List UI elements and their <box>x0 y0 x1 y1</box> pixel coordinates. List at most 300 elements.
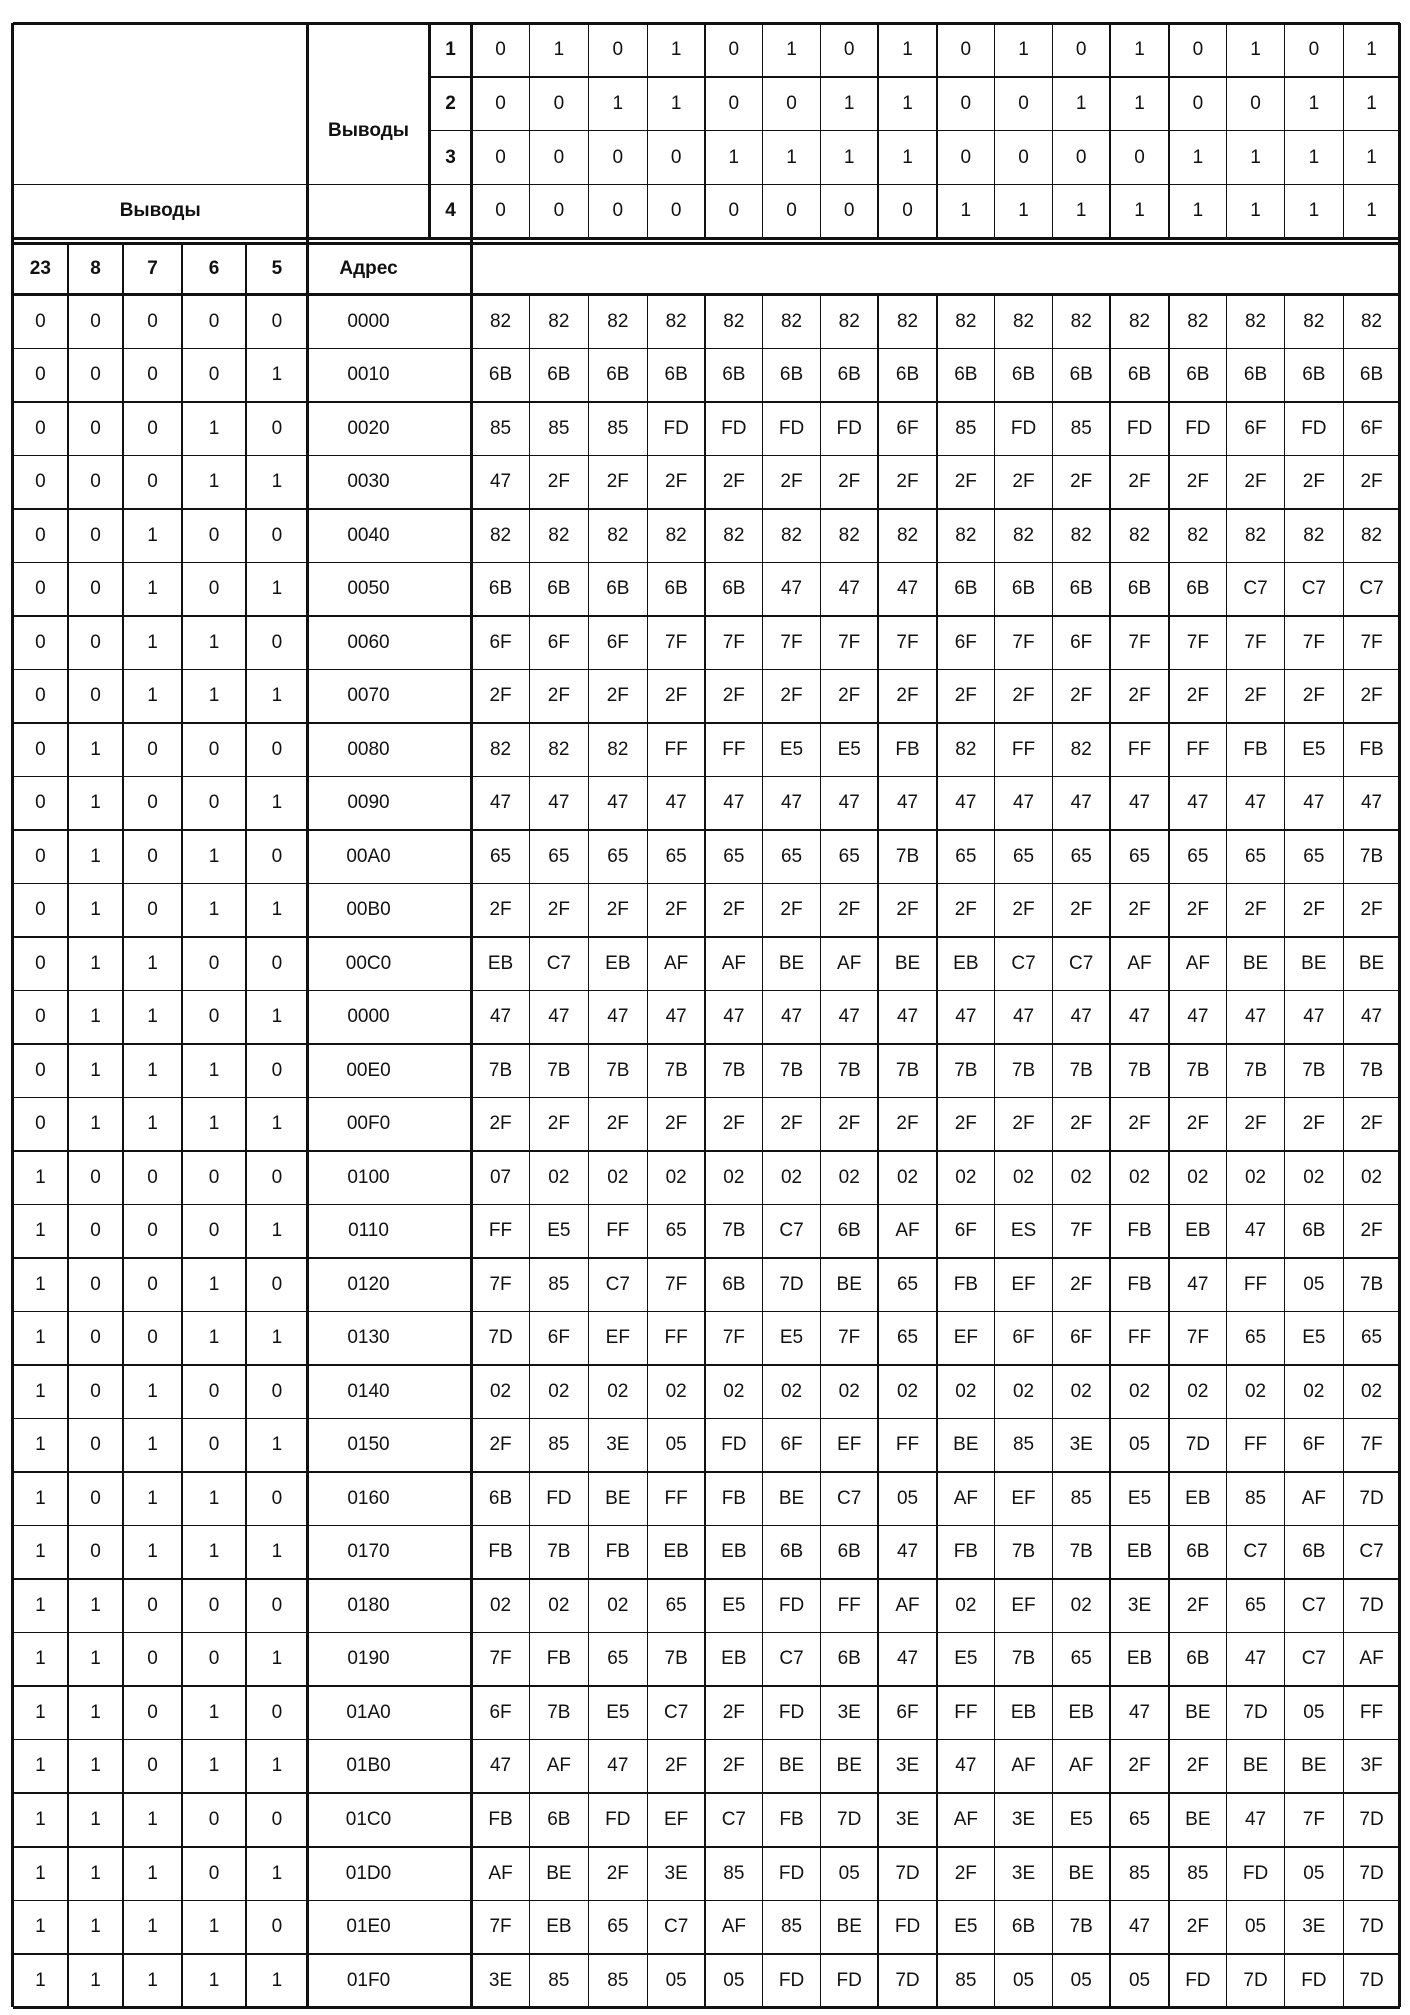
address-bit: 0 <box>90 524 101 546</box>
pin-state-bit: 0 <box>1134 146 1145 168</box>
data-byte: 6F <box>780 1434 803 1456</box>
data-byte: 05 <box>1303 1862 1325 1884</box>
address-bit: 0 <box>90 1273 101 1295</box>
data-byte: 47 <box>896 1648 919 1670</box>
data-byte: ES <box>1010 1220 1037 1242</box>
address-value: 0110 <box>348 1220 389 1242</box>
data-byte: FF <box>1127 1327 1152 1349</box>
data-byte: 2F <box>489 1113 512 1135</box>
address-value: 0020 <box>347 417 390 439</box>
data-byte: 2F <box>489 685 512 707</box>
data-byte: 82 <box>838 524 860 546</box>
pin-state-bit: 0 <box>495 146 506 168</box>
data-byte: 05 <box>1303 1701 1325 1723</box>
address-bit: 1 <box>90 1969 101 1991</box>
data-byte: 6B <box>837 1648 861 1670</box>
data-byte: 2F <box>1186 685 1209 707</box>
address-value: 00A0 <box>346 845 391 867</box>
address-bit: 1 <box>271 792 283 814</box>
data-byte: FD <box>721 417 747 439</box>
data-byte: 82 <box>780 310 803 332</box>
data-byte: FB <box>1127 1273 1152 1295</box>
data-byte: 2F <box>1302 899 1325 921</box>
data-byte: AF <box>1127 952 1152 974</box>
data-byte: 47 <box>838 792 860 814</box>
address-bit: 1 <box>147 1487 158 1509</box>
data-byte: FD <box>546 1487 572 1509</box>
data-byte: 3E <box>1302 1916 1326 1938</box>
data-byte: 7D <box>1359 1487 1384 1509</box>
data-byte: 47 <box>955 1755 977 1777</box>
data-byte: 7B <box>1302 1059 1326 1081</box>
data-byte: FF <box>488 1220 513 1242</box>
address-bit: 1 <box>208 1113 220 1135</box>
data-byte: BE <box>894 952 921 974</box>
grid-line <box>13 1685 1400 1687</box>
pin-state-bit: 1 <box>786 38 797 60</box>
address-bit: 0 <box>271 1059 283 1081</box>
data-byte: EB <box>721 1541 747 1563</box>
pin-state-bit: 0 <box>1192 38 1204 60</box>
data-byte: 6B <box>837 364 861 386</box>
data-byte: 7B <box>1069 1059 1093 1081</box>
address-bit: 0 <box>90 471 101 493</box>
data-byte: 47 <box>1070 792 1092 814</box>
data-byte: 7F <box>1070 1220 1093 1242</box>
grid-line <box>13 1846 1400 1848</box>
address-bit: 1 <box>271 685 283 707</box>
pin-state-bit: 1 <box>1018 38 1029 60</box>
data-byte: FD <box>778 1701 805 1723</box>
grid-line <box>1226 295 1228 2007</box>
address-bit: 0 <box>35 845 46 867</box>
grid-line <box>13 1792 1400 1794</box>
data-byte: 05 <box>1128 1434 1151 1456</box>
data-byte: 7B <box>1011 1059 1036 1081</box>
data-byte: 65 <box>1070 845 1092 867</box>
data-byte: 7F <box>1012 631 1035 653</box>
data-byte: 7F <box>1302 631 1325 653</box>
address-bit: 1 <box>208 417 220 439</box>
address-bit: 0 <box>208 1166 220 1188</box>
data-byte: EB <box>721 1648 747 1670</box>
address-bit: 1 <box>35 1166 46 1188</box>
data-byte: 3E <box>606 1434 630 1456</box>
data-byte: 2F <box>780 685 803 707</box>
data-byte: 47 <box>1187 1273 1209 1295</box>
data-byte: 7B <box>1069 1541 1093 1563</box>
address-bit: 1 <box>90 899 101 921</box>
pin-state-bit: 1 <box>902 92 913 114</box>
data-byte: 82 <box>1070 738 1092 760</box>
data-byte: 85 <box>489 417 512 439</box>
address-bit: 1 <box>271 899 283 921</box>
address-bit: 0 <box>35 524 46 546</box>
data-byte: 7F <box>1360 1434 1383 1456</box>
data-byte: AF <box>1011 1755 1036 1777</box>
pin-number: 2 <box>445 92 456 114</box>
data-byte: 7F <box>1360 631 1383 653</box>
data-byte: FB <box>1127 1220 1152 1242</box>
data-byte: FF <box>837 1594 861 1616</box>
data-byte: 02 <box>665 1166 687 1188</box>
address-bit: 0 <box>271 738 283 760</box>
pin-state-bit: 0 <box>612 146 624 168</box>
grid-line <box>11 23 14 2007</box>
address-bit: 1 <box>147 1006 158 1028</box>
data-byte: FB <box>488 1541 513 1563</box>
grid-line <box>1226 23 1228 238</box>
data-byte: 82 <box>1244 524 1267 546</box>
data-byte: 3E <box>1011 1808 1036 1830</box>
data-byte: 7F <box>838 631 861 653</box>
data-byte: 7B <box>722 1220 746 1242</box>
grid-line <box>470 23 473 2007</box>
address-value: 0080 <box>347 738 390 760</box>
data-byte: 02 <box>1070 1166 1092 1188</box>
data-byte: 82 <box>1303 524 1325 546</box>
data-byte: 2F <box>547 899 570 921</box>
address-value: 00E0 <box>346 1059 391 1081</box>
pin-state-bit: 0 <box>786 200 797 222</box>
address-bit: 0 <box>147 1648 158 1670</box>
address-bit: 0 <box>90 1327 101 1349</box>
data-byte: 65 <box>1360 1327 1383 1349</box>
data-byte: BE <box>1068 1862 1094 1884</box>
address-bit: 1 <box>271 1220 283 1242</box>
data-byte: 47 <box>1012 1006 1035 1028</box>
address-bit: 1 <box>90 1648 101 1670</box>
data-byte: BE <box>778 1487 805 1509</box>
grid-line <box>13 237 1400 240</box>
data-byte: 02 <box>607 1380 629 1402</box>
data-byte: 2F <box>896 685 919 707</box>
data-byte: 47 <box>1012 792 1035 814</box>
data-byte: 6F <box>954 1220 977 1242</box>
address-bit: 1 <box>271 1327 283 1349</box>
data-byte: AF <box>721 1916 746 1938</box>
grid-line <box>13 990 1400 992</box>
data-byte: 7F <box>1302 1808 1325 1830</box>
data-byte: 2F <box>780 471 803 493</box>
data-byte: 2F <box>722 1701 745 1723</box>
pin-state-bit: 1 <box>1308 200 1320 222</box>
pin-state-bit: 0 <box>553 146 565 168</box>
data-byte: 6B <box>547 1808 571 1830</box>
data-byte: 82 <box>1012 310 1035 332</box>
data-byte: 47 <box>1128 792 1151 814</box>
address-bit: 1 <box>147 1380 158 1402</box>
data-byte: 02 <box>723 1380 745 1402</box>
pin-state-bit: 0 <box>553 92 565 114</box>
data-byte: 05 <box>1128 1969 1151 1991</box>
data-byte: 85 <box>548 417 570 439</box>
data-byte: 02 <box>1303 1166 1325 1188</box>
pin-state-bit: 0 <box>495 38 506 60</box>
data-byte: 85 <box>548 1273 570 1295</box>
data-byte: 7B <box>779 1059 804 1081</box>
grid-line <box>13 401 1400 403</box>
data-byte: 2F <box>1128 1755 1151 1777</box>
data-byte: 2F <box>838 1113 861 1135</box>
data-byte: 65 <box>665 1594 687 1616</box>
pin-state-bit: 1 <box>670 92 682 114</box>
data-byte: 47 <box>1303 1006 1325 1028</box>
data-byte: 6B <box>1011 578 1036 600</box>
data-byte: 65 <box>780 845 803 867</box>
data-byte: BE <box>1301 1755 1327 1777</box>
data-byte: 2F <box>896 471 919 493</box>
address-value: 0170 <box>347 1541 390 1563</box>
data-byte: 82 <box>1187 310 1209 332</box>
data-byte: 02 <box>1012 1166 1035 1188</box>
data-byte: 7D <box>895 1862 920 1884</box>
data-byte: 6B <box>606 364 630 386</box>
data-byte: 2F <box>1186 471 1209 493</box>
address-bit: 1 <box>208 1701 220 1723</box>
grid-line <box>588 295 590 2007</box>
data-byte: 02 <box>1360 1380 1383 1402</box>
data-byte: 47 <box>607 1006 629 1028</box>
address-bit: 0 <box>147 1166 158 1188</box>
grid-line <box>13 1739 1400 1741</box>
data-byte: E5 <box>779 1327 804 1349</box>
address-pin-header: 6 <box>208 258 220 280</box>
data-byte: 05 <box>723 1969 745 1991</box>
pin-state-bit: 0 <box>1018 92 1029 114</box>
data-byte: 6B <box>837 1220 861 1242</box>
pin-state-bit: 1 <box>1250 200 1261 222</box>
data-byte: 2F <box>954 471 977 493</box>
data-byte: 2F <box>838 685 861 707</box>
address-bit: 0 <box>271 1808 283 1830</box>
data-byte: 7D <box>488 1327 513 1349</box>
data-byte: AF <box>488 1862 513 1884</box>
data-byte: FD <box>1301 1969 1327 1991</box>
address-bit: 1 <box>90 1808 101 1830</box>
data-byte: 02 <box>548 1166 570 1188</box>
address-value: 01F0 <box>346 1969 391 1991</box>
address-bit: 0 <box>208 792 220 814</box>
data-byte: 7F <box>780 631 803 653</box>
address-bit: 0 <box>271 310 283 332</box>
address-value: 01D0 <box>345 1862 392 1884</box>
address-bit: 0 <box>147 310 158 332</box>
data-byte: 82 <box>607 738 629 760</box>
data-byte: 02 <box>1070 1594 1092 1616</box>
data-byte: 6B <box>1359 364 1384 386</box>
pin-state-bit: 1 <box>1134 92 1145 114</box>
grid-line <box>13 1525 1400 1527</box>
data-byte: EB <box>1185 1220 1211 1242</box>
address-bit: 1 <box>208 685 220 707</box>
data-byte: 6B <box>547 364 571 386</box>
address-bit: 1 <box>271 1969 283 1991</box>
data-byte: 05 <box>1244 1916 1267 1938</box>
address-bit: 1 <box>147 1916 158 1938</box>
data-byte: 7F <box>1244 631 1267 653</box>
grid-line <box>13 1257 1400 1259</box>
data-byte: 6B <box>1302 364 1326 386</box>
grid-line <box>647 295 649 2007</box>
data-byte: FB <box>895 738 920 760</box>
data-byte: 2F <box>665 471 688 493</box>
address-bit: 0 <box>90 578 101 600</box>
pin-state-bit: 0 <box>670 146 682 168</box>
address-bit: 0 <box>147 1220 158 1242</box>
address-bit: 1 <box>208 1327 220 1349</box>
data-byte: 47 <box>1187 792 1209 814</box>
address-bit: 1 <box>271 1862 283 1884</box>
grid-line <box>429 184 1399 186</box>
data-byte: 7F <box>722 1327 745 1349</box>
grid-line <box>13 722 1400 724</box>
data-byte: 6B <box>1186 1541 1210 1563</box>
address-bit: 0 <box>208 1434 220 1456</box>
data-byte: EF <box>664 1808 689 1830</box>
address-label: Адрес <box>339 258 398 280</box>
data-byte: 02 <box>1128 1166 1151 1188</box>
data-byte: FB <box>1243 738 1268 760</box>
data-byte: FB <box>953 1273 978 1295</box>
address-bit: 0 <box>208 364 220 386</box>
address-bit: 0 <box>35 792 46 814</box>
data-byte: EB <box>953 952 979 974</box>
pin-state-bit: 0 <box>612 38 624 60</box>
grid-line <box>13 455 1400 457</box>
data-byte: 6F <box>896 1701 919 1723</box>
data-byte: C7 <box>779 1220 804 1242</box>
address-bit: 1 <box>35 1220 46 1242</box>
data-byte: 2F <box>1302 471 1325 493</box>
data-byte: 2F <box>838 899 861 921</box>
data-byte: 02 <box>489 1594 512 1616</box>
data-byte: 82 <box>607 310 629 332</box>
address-bit: 1 <box>90 1113 101 1135</box>
data-byte: 2F <box>954 1862 977 1884</box>
data-byte: 7B <box>895 845 920 867</box>
data-byte: 6F <box>1070 1327 1093 1349</box>
grid-line <box>13 1632 1400 1634</box>
data-byte: 65 <box>896 1273 919 1295</box>
data-byte: BE <box>1242 952 1269 974</box>
address-bit: 1 <box>90 1594 101 1616</box>
address-bit: 1 <box>35 1755 46 1777</box>
data-byte: 6F <box>954 631 977 653</box>
data-byte: 02 <box>955 1380 977 1402</box>
data-byte: FD <box>778 1862 805 1884</box>
address-value: 00C0 <box>345 952 392 974</box>
data-byte: 02 <box>548 1594 570 1616</box>
address-bit: 0 <box>271 1487 283 1509</box>
data-byte: 7D <box>1185 1434 1210 1456</box>
grid-line <box>429 130 1399 132</box>
grid-line <box>647 23 649 238</box>
address-bit: 0 <box>90 685 101 707</box>
pin-state-bit: 0 <box>495 200 506 222</box>
data-byte: 7B <box>547 1059 571 1081</box>
data-byte: 7D <box>1359 1808 1384 1830</box>
data-byte: 47 <box>780 1006 803 1028</box>
data-byte: 3E <box>1069 1434 1093 1456</box>
grid-line <box>13 348 1400 350</box>
grid-line <box>13 829 1400 831</box>
data-byte: AF <box>546 1755 571 1777</box>
data-byte: EF <box>1011 1273 1036 1295</box>
data-byte: 82 <box>723 524 745 546</box>
address-bit: 0 <box>35 471 46 493</box>
data-byte: 82 <box>548 310 570 332</box>
data-byte: 7B <box>954 1059 978 1081</box>
data-byte: 02 <box>1360 1166 1383 1188</box>
data-byte: 7D <box>1243 1969 1268 1991</box>
pin-state-bit: 1 <box>612 92 624 114</box>
pin-state-bit: 0 <box>1018 146 1029 168</box>
data-byte: C7 <box>605 1273 630 1295</box>
data-byte: 7B <box>837 1059 861 1081</box>
data-byte: 6B <box>954 364 978 386</box>
address-bit: 1 <box>147 952 158 974</box>
data-byte: 6B <box>1127 578 1152 600</box>
grid-line <box>13 508 1400 510</box>
data-byte: FB <box>546 1648 571 1670</box>
data-byte: AF <box>953 1808 978 1830</box>
address-bit: 1 <box>35 1916 46 1938</box>
address-bit: 1 <box>208 1916 220 1938</box>
address-bit: 0 <box>208 952 220 974</box>
data-byte: 65 <box>1070 1648 1092 1670</box>
data-byte: 6F <box>547 1327 570 1349</box>
data-byte: 85 <box>1187 1862 1209 1884</box>
data-byte: 6B <box>1302 1220 1326 1242</box>
pin-state-bit: 1 <box>843 92 855 114</box>
address-bit: 1 <box>90 792 101 814</box>
address-bit: 1 <box>35 1862 46 1884</box>
data-byte: 82 <box>896 310 919 332</box>
data-byte: 65 <box>955 845 977 867</box>
grid-line <box>13 184 430 186</box>
address-bit: 1 <box>35 1327 46 1349</box>
address-bit: 0 <box>147 1701 158 1723</box>
data-byte: EB <box>546 1916 572 1938</box>
address-bit: 0 <box>90 1434 101 1456</box>
data-byte: 82 <box>489 738 512 760</box>
address-value: 00B0 <box>346 899 391 921</box>
data-byte: 47 <box>489 471 512 493</box>
data-byte: 3E <box>1011 1862 1036 1884</box>
address-bit: 1 <box>35 1273 46 1295</box>
address-bit: 1 <box>271 1113 283 1135</box>
data-byte: 6B <box>779 1541 804 1563</box>
data-byte: 6B <box>1186 578 1210 600</box>
address-bit: 1 <box>271 578 283 600</box>
data-byte: 6B <box>606 578 630 600</box>
data-byte: EB <box>1010 1701 1037 1723</box>
data-byte: 3F <box>1360 1755 1383 1777</box>
data-byte: 2F <box>1186 1916 1209 1938</box>
data-byte: 65 <box>1244 1594 1267 1616</box>
pin-state-bit: 0 <box>960 146 972 168</box>
data-byte: 2F <box>606 471 629 493</box>
address-bit: 0 <box>90 310 101 332</box>
data-byte: 2F <box>606 899 629 921</box>
data-byte: FD <box>605 1808 631 1830</box>
data-byte: 65 <box>607 845 629 867</box>
grid-line <box>1398 23 1401 2007</box>
data-byte: FF <box>1243 1434 1268 1456</box>
data-byte: 2F <box>1186 1594 1209 1616</box>
address-bit: 0 <box>90 417 101 439</box>
